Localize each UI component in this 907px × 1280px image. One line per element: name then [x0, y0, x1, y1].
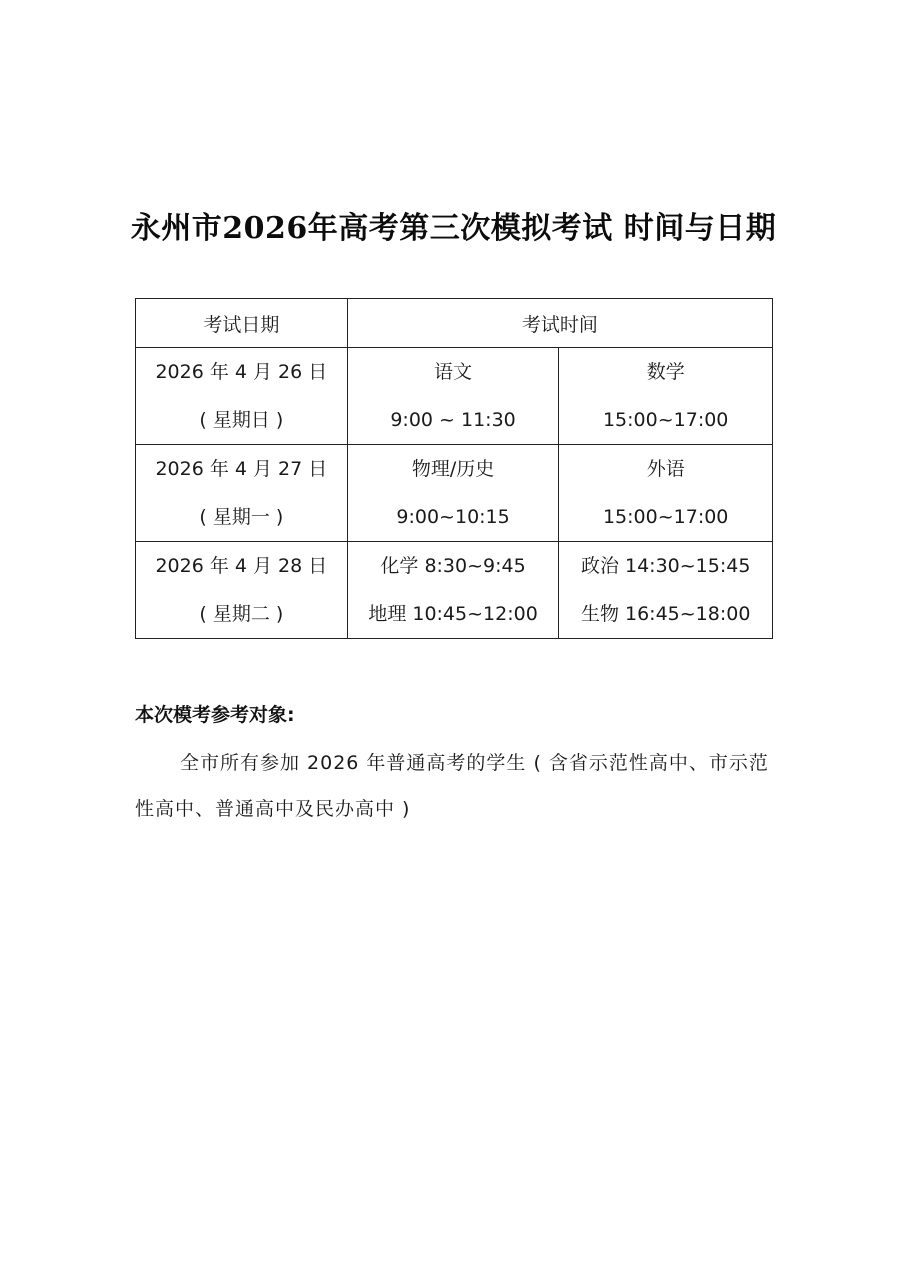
header-exam-date: 考试日期: [136, 299, 348, 348]
subject-text: 数学: [646, 361, 685, 383]
subject-text: 外语: [646, 458, 685, 480]
date-text: 2026 年 4 月 27 日: [155, 458, 328, 480]
afternoon-exam-cell: [559, 542, 773, 639]
table-row: [136, 542, 773, 639]
table-row: [136, 348, 773, 445]
weekday-text: ( 星期一 ): [199, 506, 284, 528]
subject-text: 语文: [434, 361, 473, 383]
exam-schedule-table: [135, 298, 773, 639]
target-heading: 本次模考参考对象:: [135, 704, 295, 726]
date-cell: [136, 348, 348, 445]
header-exam-time: 考试时间: [347, 299, 772, 348]
time-text: 15:00~17:00: [602, 409, 729, 431]
page-title: 永州市2026年高考第三次模拟考试 时间与日期: [130, 211, 777, 246]
morning-exam-cell: [347, 348, 559, 445]
table-header-row: [136, 299, 773, 348]
time-text: 9:00 ~ 11:30: [390, 409, 516, 431]
time-text: 9:00~10:15: [396, 506, 510, 528]
morning-exam-cell: [347, 542, 559, 639]
date-cell: [136, 542, 348, 639]
afternoon-exam-cell: [559, 445, 773, 542]
subject-text: 物理/历史: [411, 458, 495, 480]
weekday-text: ( 星期日 ): [199, 409, 284, 431]
date-text: 2026 年 4 月 28 日: [155, 555, 328, 577]
morning-exam-cell: [347, 445, 559, 542]
subject-time-text: 政治 14:30~15:45: [580, 555, 751, 577]
subject-time-text: 地理 10:45~12:00: [368, 603, 538, 625]
date-text: 2026 年 4 月 26 日: [155, 361, 328, 383]
subject-time-text: 化学 8:30~9:45: [380, 555, 526, 577]
table-row: [136, 445, 773, 542]
afternoon-exam-cell: [559, 348, 773, 445]
time-text: 15:00~17:00: [602, 506, 729, 528]
subject-time-text: 生物 16:45~18:00: [580, 603, 751, 625]
date-cell: [136, 445, 348, 542]
weekday-text: ( 星期二 ): [199, 603, 284, 625]
target-paragraph: 全市所有参加 2026 年普通高考的学生 ( 含省示范性高中、市示范性高中、普通高中及民办高中 ): [135, 752, 769, 820]
